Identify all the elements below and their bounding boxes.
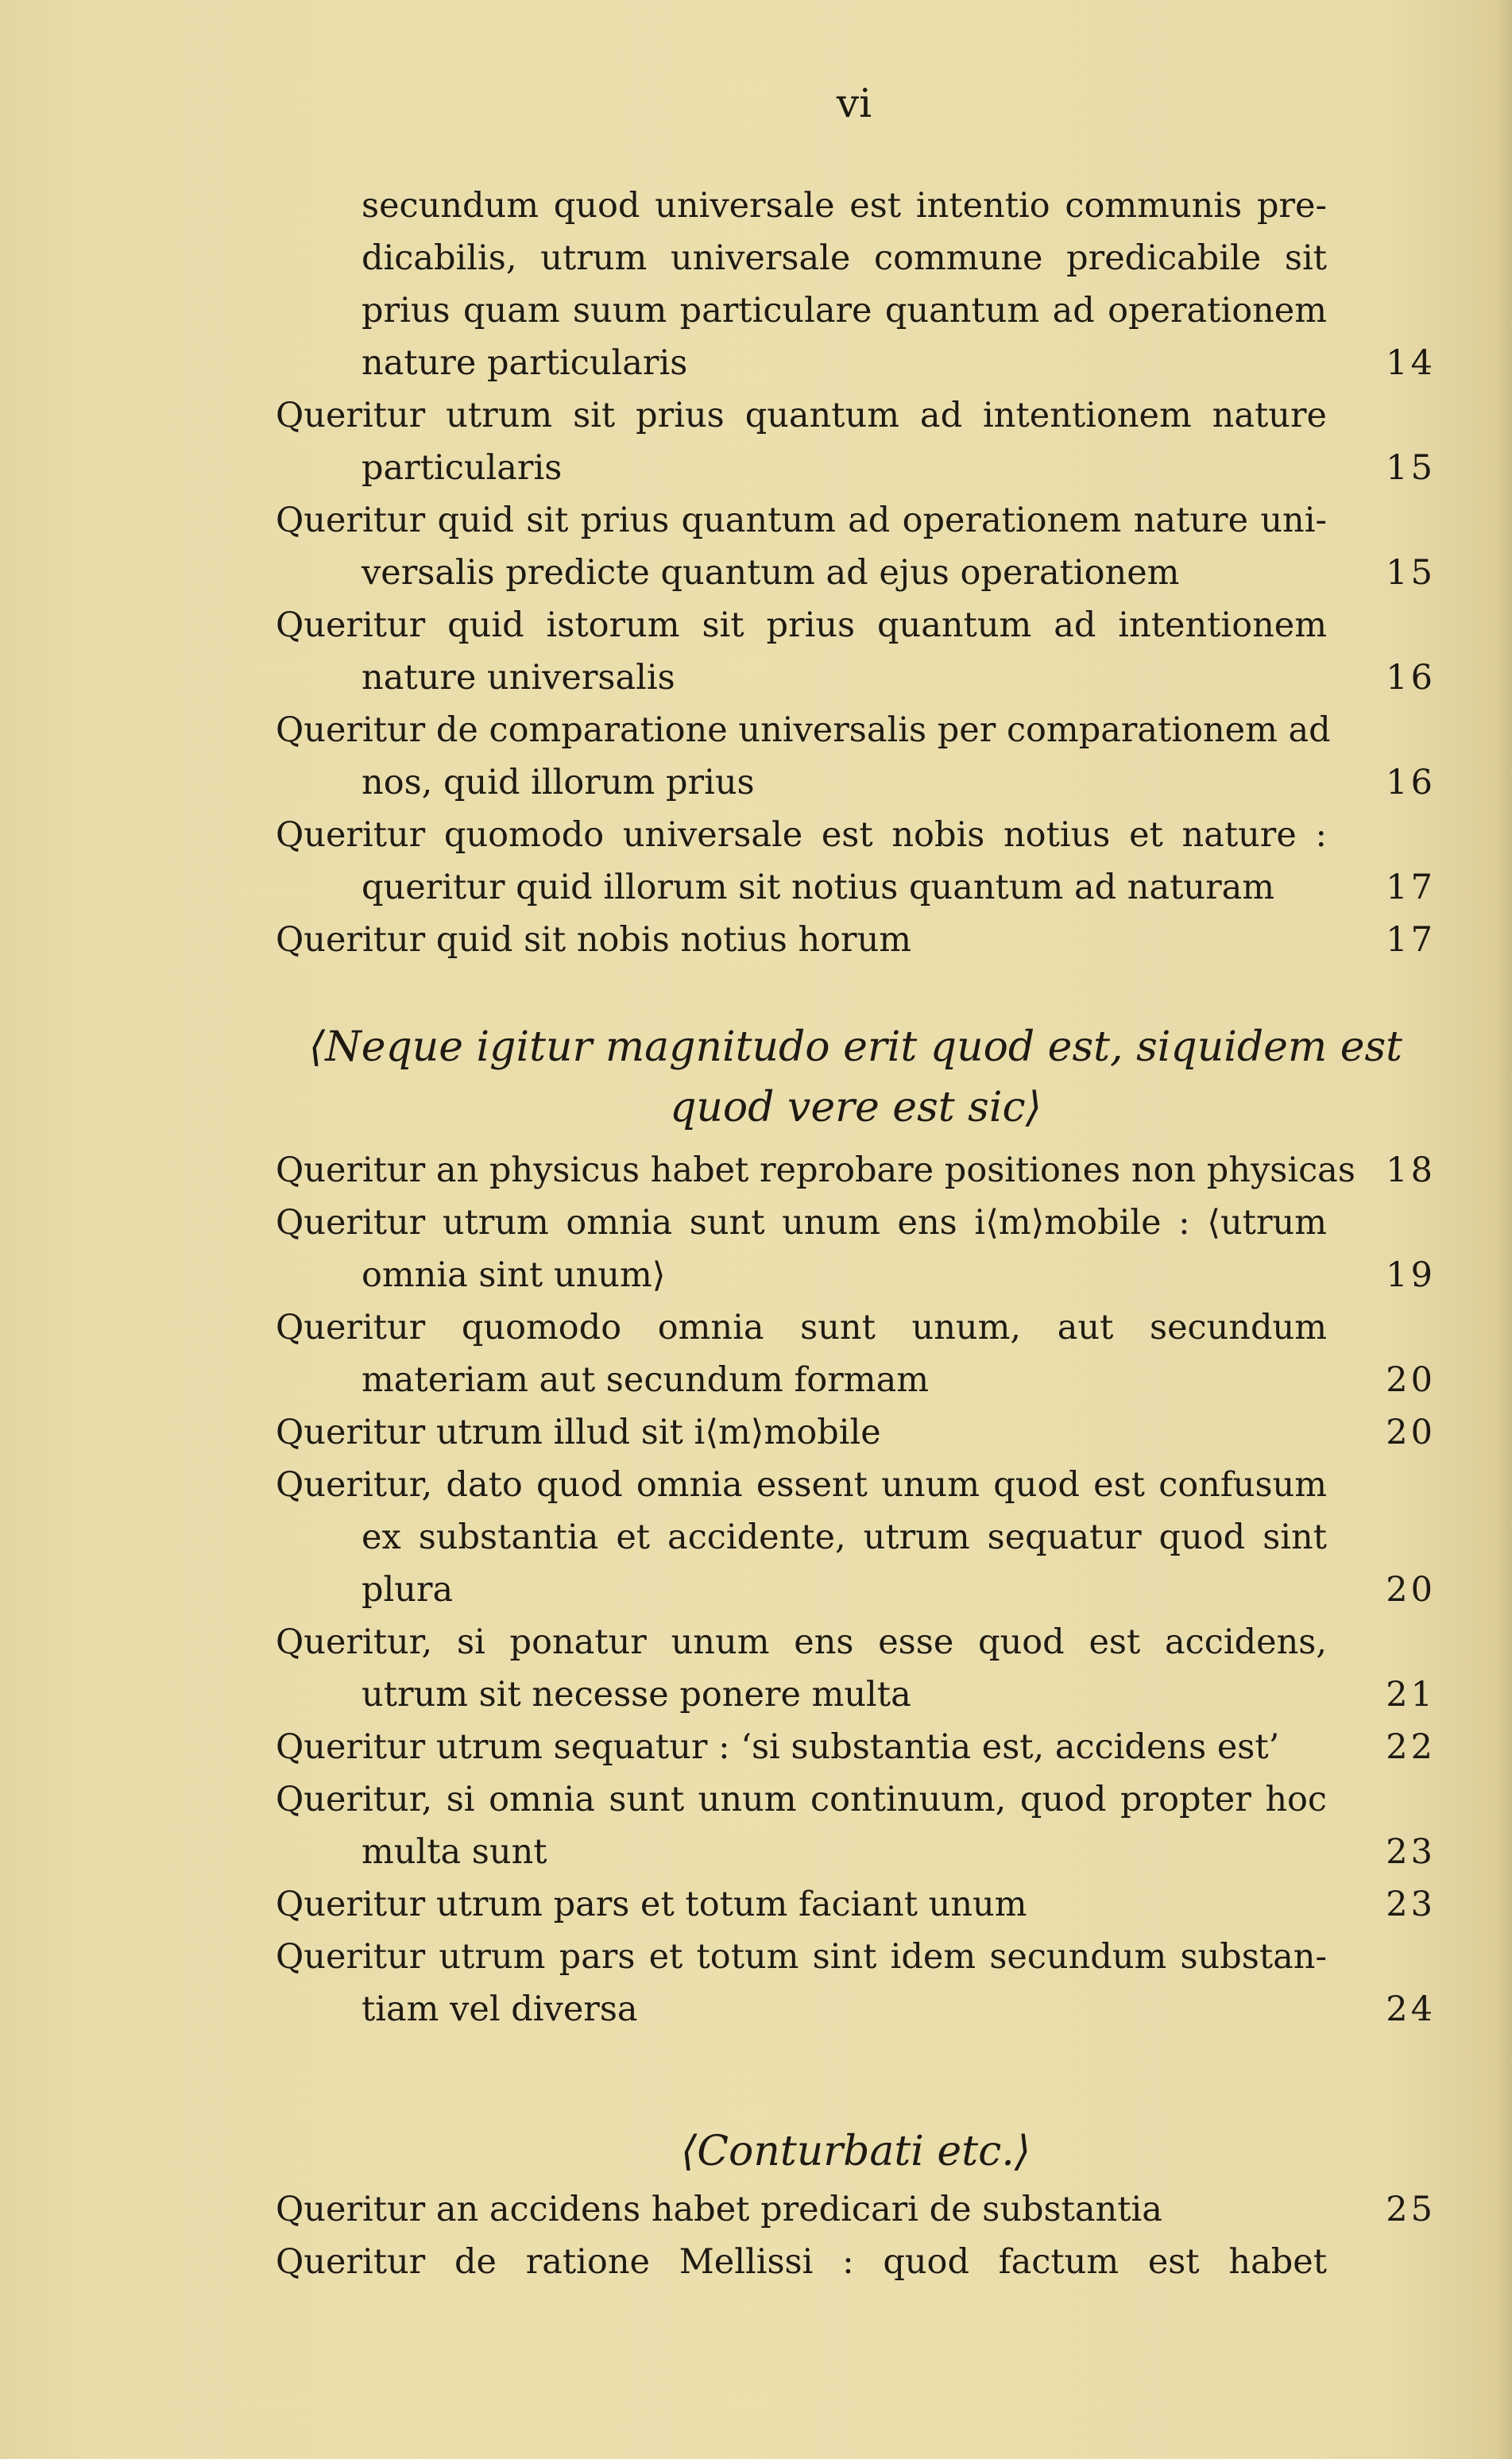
toc-line: [276, 1354, 1436, 1406]
toc-line: [276, 651, 1436, 704]
toc-entry-text: Queritur quomodo universale est nobis notius et nature :: [276, 815, 1327, 855]
heading-spacer: [276, 1138, 1436, 1144]
toc-entry-text: prius quam suum particulare quantum ad operationem: [362, 291, 1327, 331]
toc-entry-text: tiam vel diversa: [362, 1989, 638, 2029]
toc-line: [276, 704, 1436, 756]
page-number: vi: [836, 80, 872, 126]
section-spacer: [276, 966, 1436, 1017]
toc-line: [276, 599, 1436, 651]
toc-line: [276, 284, 1436, 337]
toc-page-ref: 16: [1386, 658, 1436, 698]
toc-page-ref: 17: [1386, 920, 1436, 960]
toc-line: [276, 180, 1436, 232]
toc-line: [276, 1826, 1436, 1878]
toc-entry-text: Queritur an physicus habet reprobare positiones non physicas: [276, 1150, 1355, 1190]
toc-entry-text: queritur quid illorum sit notius quantum ad naturam: [362, 868, 1275, 907]
toc-entry-text: utrum sit necesse ponere multa: [362, 1675, 911, 1715]
section-spacer: [276, 2036, 1436, 2121]
toc-line: [276, 1878, 1436, 1931]
toc-page-ref: 14: [1386, 343, 1436, 383]
toc-entry-text: Queritur, si omnia sunt unum continuum, quod propter hoc: [276, 1780, 1327, 1819]
toc-line: [276, 442, 1436, 494]
toc-line: [276, 756, 1436, 809]
toc-line: [276, 1144, 1436, 1197]
toc-entry-text: Queritur utrum sequatur : ‘si substantia est, accidens est’: [276, 1727, 1280, 1767]
toc-page-ref: 15: [1386, 553, 1436, 593]
toc-section-3: [276, 2121, 1436, 2288]
toc-entry-text: Queritur utrum illud sit i⟨m⟩mobile: [276, 1413, 881, 1452]
table-of-contents: [276, 180, 1436, 2288]
toc-page-ref: 23: [1386, 1832, 1436, 1872]
toc-line: [276, 1249, 1436, 1301]
toc-entry-text: nature universalis: [362, 658, 675, 698]
toc-line: [276, 1511, 1436, 1564]
toc-entry-text: multa sunt: [362, 1832, 547, 1872]
section-heading: ⟨Neque igitur magnitudo erit quod est, siquidem est: [308, 1023, 1403, 1071]
toc-entry-text: materiam aut secundum formam: [362, 1360, 929, 1400]
toc-entry-text: nature particularis: [362, 343, 688, 383]
toc-page-ref: 17: [1386, 868, 1436, 907]
toc-entry-text: Queritur quid istorum sit prius quantum ad intentionem: [276, 605, 1327, 645]
toc-line: [276, 337, 1436, 389]
toc-entry-text: Queritur utrum pars et totum faciant unum: [276, 1885, 1027, 1924]
toc-line: [276, 1721, 1436, 1773]
toc-line: [276, 809, 1436, 861]
toc-entry-text: Queritur, si ponatur unum ens esse quod est accidens,: [276, 1622, 1327, 1662]
toc-line: [276, 1616, 1436, 1668]
toc-entry-text: omnia sint unum⟩: [362, 1255, 666, 1295]
toc-line: [276, 1983, 1436, 2036]
toc-page-ref: 16: [1386, 763, 1436, 802]
toc-line: [276, 1459, 1436, 1511]
toc-page-ref: 20: [1386, 1570, 1436, 1610]
toc-line: [276, 861, 1436, 914]
toc-entry-text: Queritur de ratione Mellissi : quod factum est habet: [276, 2242, 1327, 2282]
toc-entry-text: plura: [362, 1570, 454, 1610]
toc-entry-text: dicabilis, utrum universale commune predicabile sit: [362, 238, 1327, 278]
toc-page-ref: 19: [1386, 1255, 1436, 1295]
toc-page-ref: 23: [1386, 1885, 1436, 1924]
toc-page-ref: 18: [1386, 1150, 1436, 1190]
toc-section-1: [276, 180, 1436, 966]
toc-line: [276, 232, 1436, 284]
toc-entry-text: versalis predicte quantum ad ejus operationem: [362, 553, 1180, 593]
toc-line: [276, 494, 1436, 547]
toc-line: [276, 1301, 1436, 1354]
toc-line: [276, 547, 1436, 599]
toc-page-ref: 22: [1386, 1727, 1436, 1767]
toc-line: [276, 1564, 1436, 1616]
toc-entry-text: Queritur an accidens habet predicari de substantia: [276, 2190, 1162, 2229]
toc-line: [276, 1406, 1436, 1459]
toc-page-ref: 20: [1386, 1360, 1436, 1400]
toc-entry-text: Queritur utrum omnia sunt unum ens i⟨m⟩mobile : ⟨utrum: [276, 1203, 1327, 1243]
toc-line: [276, 1668, 1436, 1721]
toc-section-2: [276, 1017, 1436, 2036]
toc-entry-text: particularis: [362, 448, 563, 488]
toc-entry-text: Queritur quid sit nobis notius horum: [276, 920, 912, 960]
toc-page-ref: 21: [1386, 1675, 1436, 1715]
toc-entry-text: Queritur quomodo omnia sunt unum, aut secundum: [276, 1308, 1327, 1347]
toc-page-ref: 25: [1386, 2190, 1436, 2229]
section-heading: ⟨Conturbati etc.⟩: [680, 2128, 1031, 2175]
toc-entry-text: Queritur quid sit prius quantum ad operationem nature uni-: [276, 501, 1327, 540]
section-heading-continued: quod vere est sic⟩: [670, 1084, 1042, 1131]
toc-line: [276, 1931, 1436, 1983]
toc-line: [276, 914, 1436, 966]
toc-page-ref: 15: [1386, 448, 1436, 488]
toc-line: [276, 1773, 1436, 1826]
toc-line: [276, 389, 1436, 442]
toc-entry-text: Queritur utrum sit prius quantum ad intentionem nature: [276, 396, 1327, 435]
toc-page-ref: 20: [1386, 1413, 1436, 1452]
toc-line: [276, 1197, 1436, 1249]
toc-page-ref: 24: [1386, 1989, 1436, 2029]
toc-entry-text: Queritur utrum pars et totum sint idem secundum substan-: [276, 1937, 1327, 1977]
toc-entry-text: Queritur de comparatione universalis per comparationem ad: [276, 710, 1331, 750]
toc-line: [276, 2236, 1436, 2288]
toc-line: [276, 2183, 1436, 2236]
toc-entry-text: ex substantia et accidente, utrum sequatur quod sint: [362, 1518, 1327, 1557]
toc-entry-text: nos, quid illorum prius: [362, 763, 755, 802]
toc-entry-text: secundum quod universale est intentio communis pre-: [362, 186, 1327, 226]
toc-entry-text: Queritur, dato quod omnia essent unum quod est confusum: [276, 1465, 1327, 1505]
